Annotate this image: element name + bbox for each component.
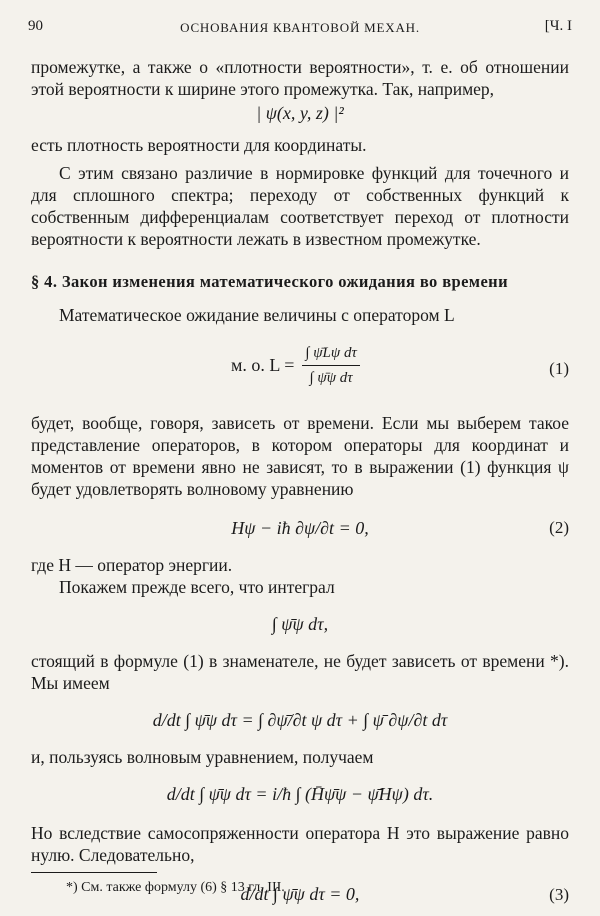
page-number: 90 xyxy=(28,18,43,34)
equation-number-3: (3) xyxy=(549,885,569,904)
paragraph: стоящий в формуле (1) в знаменателе, не будет зависеть от времени *). Мы имеем xyxy=(31,651,569,693)
equation-2 xyxy=(31,508,569,548)
eq1-fraction xyxy=(302,342,359,389)
paragraph: С этим связано различие в нормировке функций для точечного и для сплошного спектра; переходу от собственных функций к собственным дифференциалам соответствует переход от плотности вероятности к вероятности лежать в известном промежутке. xyxy=(31,163,569,249)
eq1-lhs: м. о. L = xyxy=(231,355,295,375)
paragraph: Покажем прежде всего, что интеграл xyxy=(59,577,335,597)
eq3-expression: d/dt ∫ ψ̄ψ dτ = 0, xyxy=(240,884,360,904)
equation-number-2: (2) xyxy=(549,518,569,537)
result-expression: d/dt ∫ ψ̄ψ dτ = i/ħ ∫ (H̄ψ̄ψ − ψ̄Hψ) dτ. xyxy=(166,784,434,804)
equation-number-1: (1) xyxy=(549,359,569,378)
paragraph: есть плотность вероятности для координаты. xyxy=(31,135,367,155)
section-heading: § 4. Закон изменения математического ожидания во времени xyxy=(31,272,508,291)
equation-1 xyxy=(31,334,569,404)
integral-expression: ∫ ψ̄ψ dτ, xyxy=(271,614,329,634)
chapter-label: [Ч. I xyxy=(544,18,572,34)
density-expression: | ψ(x, y, z) |² xyxy=(256,103,344,123)
normalization-integral xyxy=(31,606,569,642)
derivative-equation xyxy=(31,704,569,738)
running-header xyxy=(28,18,572,42)
paragraph: будет, вообще, говоря, зависеть от времени. Если мы выберем такое представление операторов, в котором операторы для координат и моментов от времени явно не зависят, то в выражении (1) функция ψ будет удовлетворять волновому уравнению xyxy=(31,413,569,499)
footnote-divider xyxy=(31,872,157,873)
paragraph: где H — оператор энергии. xyxy=(31,555,233,575)
eq2-expression: Hψ − iħ ∂ψ/∂t = 0, xyxy=(231,518,369,538)
derivative-expression: d/dt ∫ ψ̄ψ dτ = ∫ ∂ψ̄/∂t ψ dτ + ∫ ψ̄ ∂ψ/∂t dτ xyxy=(152,710,448,730)
paragraph: и, пользуясь волновым уравнением, получаем xyxy=(31,747,374,767)
result-equation xyxy=(31,778,569,812)
eq1-numerator: ∫ ψ̄Lψ dτ xyxy=(302,342,359,366)
density-formula xyxy=(31,103,569,124)
paragraph: Математическое ожидание величины с оператором L xyxy=(59,305,455,325)
paragraph: Но вследствие самосопряженности оператора H это выражение равно нулю. Следовательно, xyxy=(31,823,569,865)
page-body xyxy=(31,56,569,912)
paragraph: промежутке, а также о «плотности вероятности», т. е. об отношении этой вероятности к ширине этого промежутка. Так, например, xyxy=(31,57,569,99)
running-title: ОСНОВАНИЯ КВАНТОВОЙ МЕХАН. xyxy=(180,20,420,35)
footnote: *) См. также формулу (6) § 13 гл. III. xyxy=(66,880,285,895)
eq1-denominator: ∫ ψ̄ψ dτ xyxy=(309,370,353,386)
